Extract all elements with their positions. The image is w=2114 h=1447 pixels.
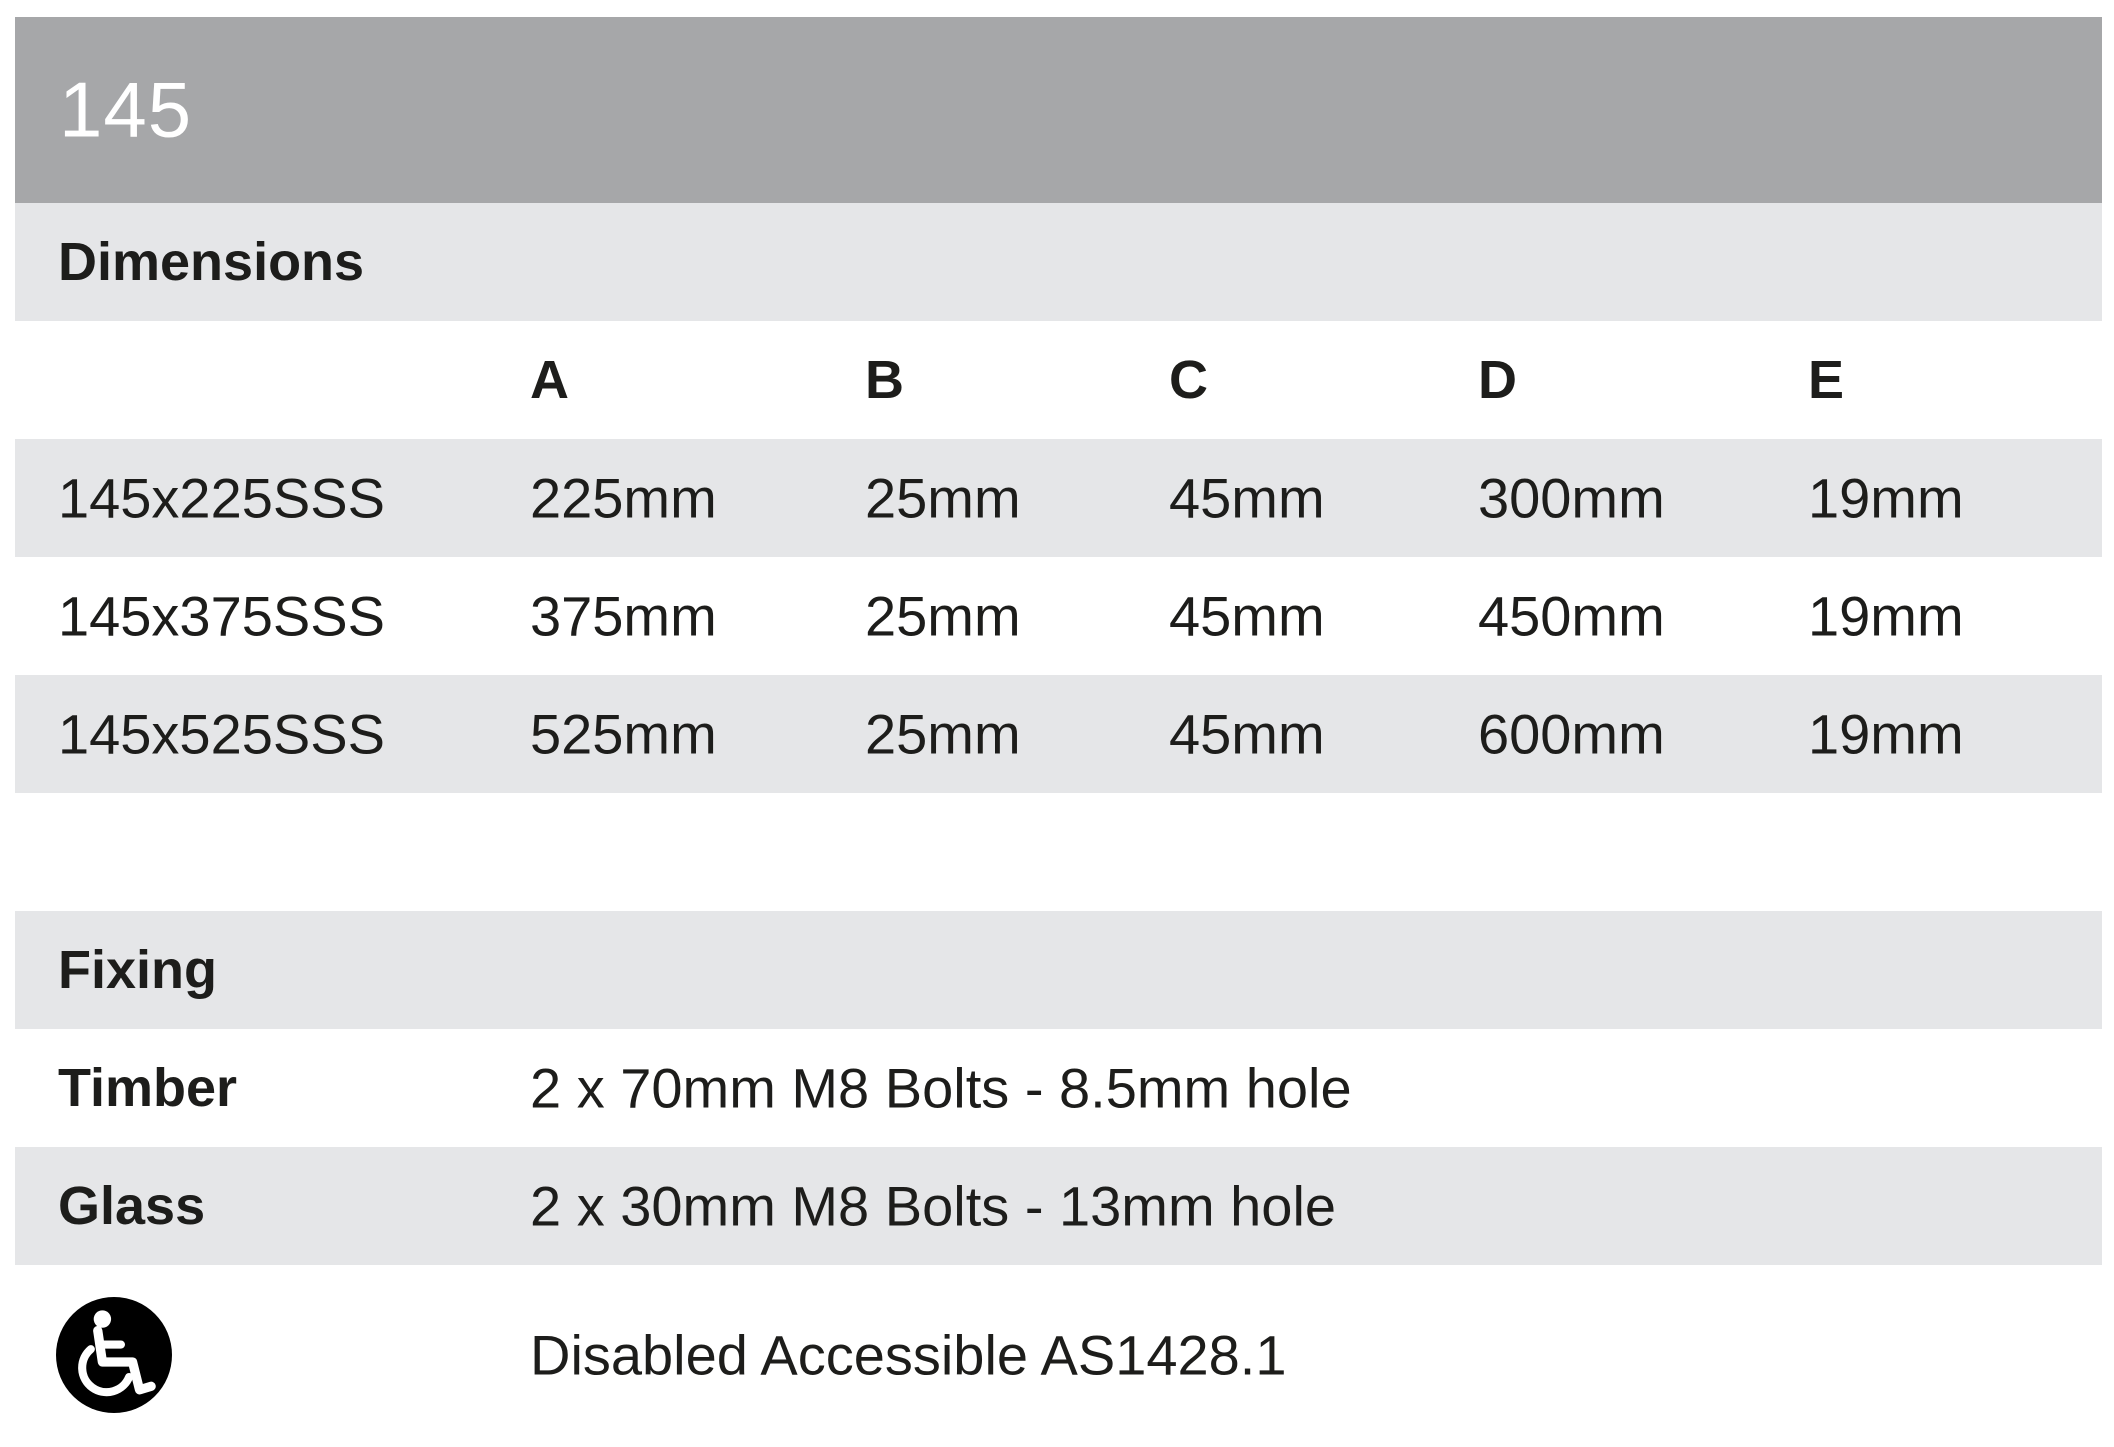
table-row xyxy=(15,675,2102,793)
value-cell-e: 19mm xyxy=(1808,702,1964,766)
fixing-value: 2 x 70mm M8 Bolts - 8.5mm hole xyxy=(530,1056,1352,1120)
value-cell-a: 525mm xyxy=(530,702,717,766)
accessibility-text: Disabled Accessible AS1428.1 xyxy=(530,1323,1287,1387)
fixing-label: Timber xyxy=(58,1058,238,1118)
value-cell-b: 25mm xyxy=(865,702,1021,766)
value-cell-b: 25mm xyxy=(865,466,1021,530)
column-header-c: C xyxy=(1169,350,1208,410)
value-cell-e: 19mm xyxy=(1808,466,1964,530)
value-cell-c: 45mm xyxy=(1169,466,1325,530)
title-bar xyxy=(15,17,2102,203)
table-row xyxy=(15,439,2102,557)
fixing-heading-row xyxy=(15,911,2102,1029)
section-spacer xyxy=(15,793,2102,911)
spec-sheet xyxy=(15,17,2102,1445)
value-cell-a: 225mm xyxy=(530,466,717,530)
dimensions-heading: Dimensions xyxy=(58,232,365,292)
fixing-row-timber xyxy=(15,1029,2102,1147)
table-row xyxy=(15,557,2102,675)
value-cell-c: 45mm xyxy=(1169,702,1325,766)
column-header-e: E xyxy=(1808,350,1845,410)
value-cell-b: 25mm xyxy=(865,584,1021,648)
model-cell: 145x375SSS xyxy=(58,584,385,648)
fixing-value: 2 x 30mm M8 Bolts - 13mm hole xyxy=(530,1174,1337,1238)
value-cell-c: 45mm xyxy=(1169,584,1325,648)
column-header-b: B xyxy=(865,350,904,410)
value-cell-d: 300mm xyxy=(1478,466,1665,530)
column-header-d: D xyxy=(1478,350,1517,410)
model-cell: 145x225SSS xyxy=(58,466,385,530)
value-cell-d: 450mm xyxy=(1478,584,1665,648)
model-cell: 145x525SSS xyxy=(58,702,385,766)
dimensions-heading-row xyxy=(15,203,2102,321)
value-cell-e: 19mm xyxy=(1808,584,1964,648)
dimensions-column-header-row xyxy=(15,321,2102,439)
column-header-a: A xyxy=(530,350,569,410)
value-cell-a: 375mm xyxy=(530,584,717,648)
product-title: 145 xyxy=(59,65,193,154)
value-cell-d: 600mm xyxy=(1478,702,1665,766)
fixing-heading: Fixing xyxy=(58,940,217,1000)
wheelchair-icon xyxy=(56,1297,172,1413)
fixing-row-glass xyxy=(15,1147,2102,1265)
fixing-label: Glass xyxy=(58,1176,206,1236)
accessibility-row xyxy=(15,1265,2102,1445)
